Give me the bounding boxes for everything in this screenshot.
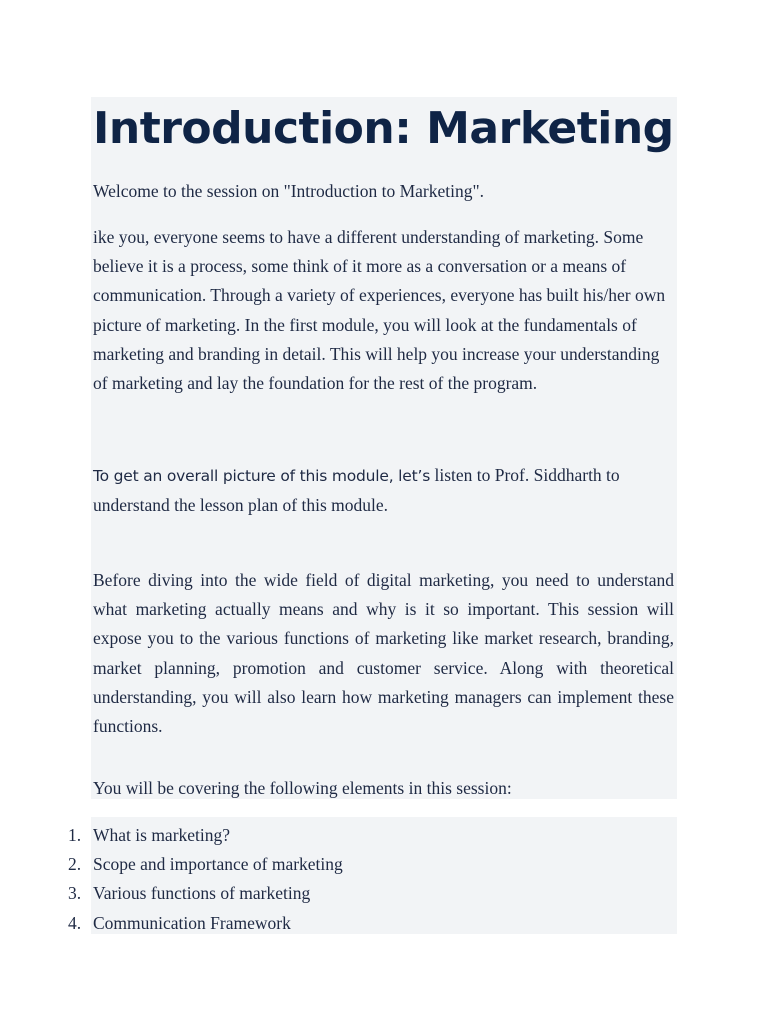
- list-item-number: 4.: [68, 912, 82, 933]
- list-item-number: 3.: [68, 883, 82, 904]
- before-diving-paragraph: Before diving into the wide field of digital marketing, you need to understand what marketing actually means and why is it so important. This session will expose you to the various functions of marketing like market research, branding, market planning, promotion and customer service. Along with theoretical understanding, you will also learn how marketing managers can implement these functions.: [93, 570, 674, 737]
- intro-paragraph: ike you, everyone seems to have a different understanding of marketing. Some believe it is a process, some think of it more as a conversation or a means of communication. Through a variety of experiences, everyone has built his/her own picture of marketing. In the first module, you will look at the fundamentals of marketing and branding in detail. This will help you increase your understanding of marketing and lay the foundation for the rest of the program.: [93, 227, 666, 394]
- list-item-label: Various functions of marketing: [93, 883, 311, 904]
- list-item-number: 1.: [68, 825, 82, 845]
- page-title: Introduction: Marketing: [93, 103, 674, 154]
- list-item: [68, 821, 343, 850]
- welcome-paragraph: Welcome to the session on "Introduction to Marketing".: [93, 181, 484, 201]
- list-item-label: Communication Framework: [93, 912, 291, 933]
- list-item: [68, 879, 343, 908]
- listen-text-serif: listen to Prof. Siddharth to understand the lesson plan of this module.: [93, 465, 620, 516]
- list-item-label: What is marketing?: [93, 825, 231, 845]
- list-item-label: Scope and importance of marketing: [93, 854, 343, 875]
- list-item: [68, 909, 343, 938]
- listen-paragraph: [93, 461, 677, 520]
- covering-intro: You will be covering the following elements in this session:: [93, 778, 512, 798]
- list-item: [68, 850, 343, 879]
- listen-text-sans: To get an overall picture of this module, let’s: [93, 467, 431, 485]
- list-item-number: 2.: [68, 854, 82, 875]
- session-elements-list: [68, 821, 343, 938]
